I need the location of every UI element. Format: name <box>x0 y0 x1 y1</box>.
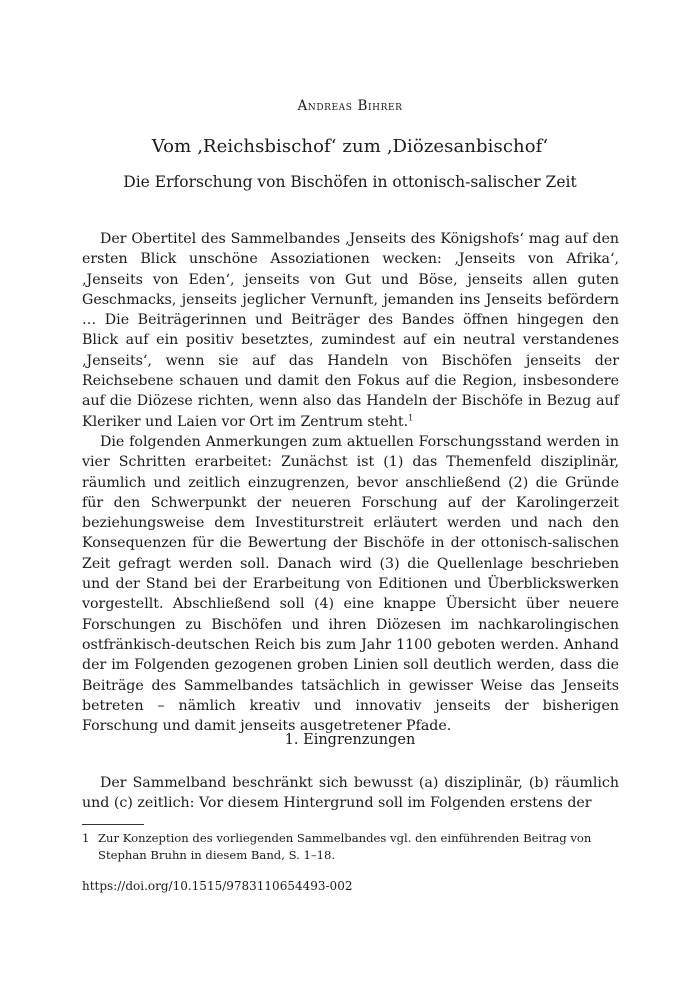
author-name: Andreas Bihrer <box>297 98 403 114</box>
chapter-title: Vom ‚Reichsbischof‘ zum ‚Diözesanbischof‘ <box>151 136 549 157</box>
footnote <box>82 830 619 864</box>
footnote-reference[interactable]: 1 <box>408 412 414 422</box>
paragraph-1 <box>82 229 619 432</box>
footnote-number: 1 <box>82 831 90 845</box>
chapter-subtitle: Die Erforschung von Bischöfen in ottonisch-salischer Zeit <box>123 173 577 191</box>
footnote-divider <box>82 824 144 825</box>
paragraph-2 <box>82 432 619 736</box>
paragraph-2-text: Die folgenden Anmerkungen zum aktuellen Forschungsstand werden in vier Schritten erarbeitet: Zunächst ist (1) das Themenfeld disziplinär, räumlich und zeitlich einzugrenzen, bevor anschließend (2) die Gründe für den Schwerpunkt der neueren Forschung auf der Karolingerzeit beziehungsweise dem Investiturstreit erläutert werden und nach den Konsequenzen für die Bewertung der Bischöfe in der ottonisch-salischen Zeit gefragt werden soll. Danach wird (3) die Quellenlage beschrieben und der Stand bei der Erarbeitung von Editionen und Überblickswerken vorgestellt. Abschließend soll (4) eine knappe Übersicht über neuere Forschungen zu Bischöfen und ihren Diözesen im nachkarolingischen ostfränkisch-deutschen Reich bis zum Jahr 1100 geboten werden. Anhand der im Folgenden gezogenen groben Linien soll deutlich werden, dass die Beiträge des Sammelbandes tatsächlich in gewisser Weise das Jenseits betreten – nämlich kreativ und innovativ jenseits der bisherigen Forschung und damit jenseits ausgetretener Pfade. <box>82 434 619 735</box>
paragraph-3-text: Der Sammelband beschränkt sich bewusst (a) disziplinär, (b) räumlich und (c) zeitlich: Vor diesem Hintergrund soll im Folgenden erstens der <box>82 775 619 812</box>
paragraph-3 <box>82 773 619 814</box>
paragraph-1-text: Der Obertitel des Sammelbandes ‚Jenseits des Königshofs‘ mag auf den ersten Blick unschöne Assoziationen wecken: ‚Jenseits von Afrika‘, ‚Jenseits von Eden‘, jenseits von Gut und Böse, jenseits allen guten Geschmacks, jenseits jeglicher Vernunft, jemanden ins Jenseits befördern … Die Beiträgerinnen und Beiträger des Bandes öffnen hingegen den Blick auf ein positiv besetztes, zumindest auf ein neutral verstandenes ‚Jenseits‘, wenn sie auf das Handeln von Bischöfen jenseits der Reichsebene schauen und damit den Fokus auf die Region, insbesondere auf die Diözese richten, wenn also das Handeln der Bischöfe in Bezug auf Kleriker und Laien vor Ort im Zentrum steht. <box>82 231 619 430</box>
footnote-text: Zur Konzeption des vorliegenden Sammelbandes vgl. den einführenden Beitrag von Stephan Bruhn in diesem Band, S. 1–18. <box>98 831 592 862</box>
doi-link[interactable]: https://doi.org/10.1515/9783110654493-002 <box>82 879 353 893</box>
section-heading: 1. Eingrenzungen <box>284 732 416 748</box>
